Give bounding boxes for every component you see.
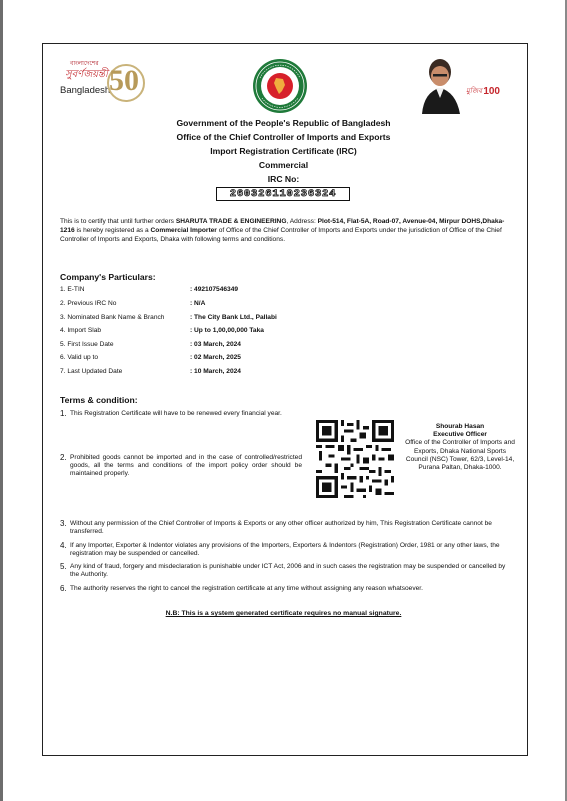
particular-row <box>60 327 460 336</box>
officer-signature-block <box>404 423 516 472</box>
particular-value: : 03 March, 2024 <box>190 341 241 348</box>
particular-label: 4. Import Slab <box>60 327 102 334</box>
particular-row <box>60 300 460 309</box>
system-generated-note: N.B: This is a system generated certificate requires no manual signature. <box>165 610 402 617</box>
term-number: 5. <box>60 562 67 571</box>
particular-label: 7. Last Updated Date <box>60 368 123 375</box>
term-text: Without any permission of the Chief Controller of Imports & Exports or any other officer authorized by him, This Registration Certificate cannot be transferred. <box>70 520 492 535</box>
mujib-bengali-text: মুজিব <box>466 88 483 95</box>
irc-number: 260326110236324 <box>229 188 337 200</box>
term-number: 6. <box>60 584 67 593</box>
golden-jubilee-logo <box>60 58 155 106</box>
certificate-title: Import Registration Certificate (IRC) <box>210 146 357 156</box>
particular-row <box>60 314 460 323</box>
company-address: Plot-514, Flat-5A, Road-07, Avenue-04, Mirpur DOHS,Dhaka-1216 <box>60 218 505 234</box>
particular-row <box>60 286 460 295</box>
irc-label: IRC No: <box>267 174 300 184</box>
term-number: 3. <box>60 519 67 528</box>
particular-value: : Up to 1,00,00,000 Taka <box>190 327 264 334</box>
particular-label: 1. E-TIN <box>60 286 85 293</box>
officer-name: Shourab Hasan <box>435 423 485 430</box>
portrait-icon <box>418 52 474 114</box>
irc-number-box <box>216 187 350 201</box>
terms-title: Terms & condition: <box>60 395 138 405</box>
particular-row <box>60 368 460 377</box>
term-text: If any Importer, Exporter & Indentor violates any provisions of the Importers, Exporters & Indentors (Registration) Order, 1981 or any other laws, the registration may be suspended or cancelled. <box>70 542 500 557</box>
term-text: Any kind of fraud, forgery and misdeclaration is punishable under ICT Act, 2006 and in such cases the registration may be suspended or cancelled by the Authority. <box>70 563 506 578</box>
intro-text-3: is hereby registered as a <box>74 226 151 234</box>
particular-value: : 492107546349 <box>190 286 239 293</box>
logo-fifty-number: 50 <box>109 64 139 97</box>
intro-text-4: of Office of the Chief Controller of Imports and Exports under the jurisdiction of Office of the Chief Controller of Imports and Exports, Dhaka with following terms and conditions. <box>60 226 502 243</box>
mujib-hundred: 100 <box>483 86 500 97</box>
term-item <box>60 542 512 560</box>
government-title: Government of the People's Republic of Bangladesh <box>176 118 391 128</box>
office-title: Office of the Chief Controller of Imports and Exports <box>176 132 391 142</box>
mujib-100-logo <box>418 52 500 114</box>
logo-bengali-line2: সুবর্ণজয়ন্তী <box>65 69 108 80</box>
particular-label: 6. Valid up to <box>60 354 99 361</box>
term-number: 1. <box>60 409 67 418</box>
term-text: The authority reserves the right to cancel the registration certificate at any time without assigning any reason whatsoever. <box>70 585 423 592</box>
government-seal-icon <box>252 58 308 114</box>
intro-text-1: This is to certify that until further orders <box>60 218 176 225</box>
particular-value: : The City Bank Ltd., Pallabi <box>190 314 277 321</box>
officer-title: Executive Officer <box>433 431 487 439</box>
term-item <box>60 585 512 595</box>
term-text: This Registration Certificate will have to be renewed every financial year. <box>70 410 282 417</box>
certificate-type: Commercial <box>258 160 309 170</box>
particular-value: : 02 March, 2025 <box>190 354 241 361</box>
particular-label: 3. Nominated Bank Name & Branch <box>60 314 165 321</box>
qr-code <box>316 420 394 498</box>
company-name: SHARUTA TRADE & ENGINEERING <box>175 218 287 225</box>
term-item <box>60 454 302 484</box>
term-item <box>60 410 290 430</box>
term-text: Prohibited goods cannot be imported and in the case of controlled/restricted goods, all the terms and conditions of the import policy order should be maintained properly. <box>70 454 302 477</box>
particular-value: : N/A <box>190 300 206 307</box>
particulars-title: Company's Particulars: <box>60 272 156 282</box>
registration-role: Commercial Importer <box>150 226 217 234</box>
logo-bengali-line1: বাংলাদেশের <box>70 61 99 67</box>
particular-label: 5. First Issue Date <box>60 341 114 348</box>
intro-text-2: , Address: <box>286 218 318 225</box>
particular-value: : 10 March, 2024 <box>190 368 241 375</box>
term-number: 2. <box>60 453 67 462</box>
logo-country-name: Bangladesh <box>60 85 111 96</box>
term-item <box>60 520 512 538</box>
particular-row <box>60 341 460 350</box>
term-number: 4. <box>60 541 67 550</box>
certification-paragraph <box>60 218 512 244</box>
particular-row <box>60 354 460 363</box>
particular-label: 2. Previous IRC No <box>60 300 117 307</box>
officer-office: Office of the Controller of Imports and Exports, Dhaka National Sports Council (NSC) Tower, 62/3, Level-14, Purana Paltan, Dhaka-1000. <box>405 439 515 472</box>
term-item <box>60 563 512 581</box>
